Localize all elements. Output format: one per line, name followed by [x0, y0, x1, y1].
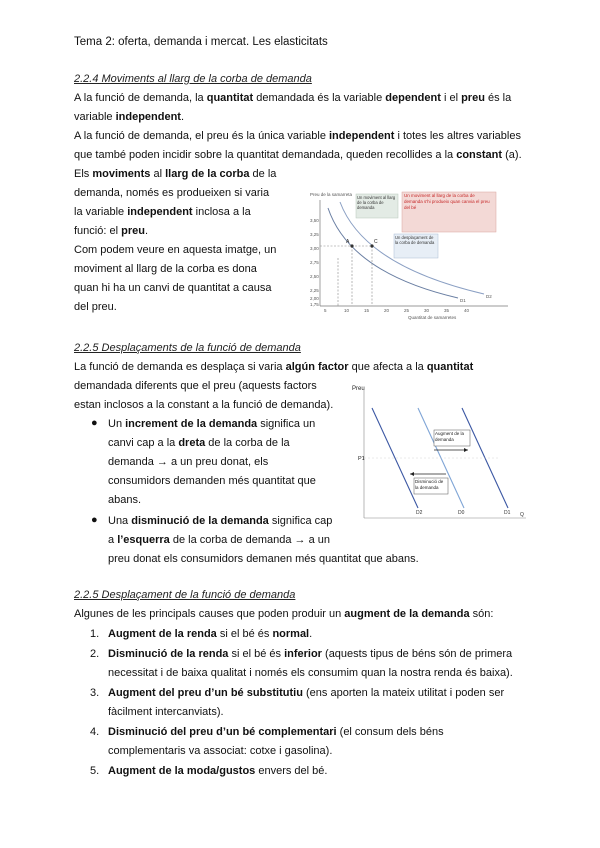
list-number: 4.	[90, 726, 100, 738]
demand-label-d1: D1	[504, 510, 511, 516]
fig1-xtick: 40	[464, 308, 470, 313]
bullet-line: preu donat els consumidors demanen més quantitat que abans.	[108, 553, 419, 565]
movement-along-curve-figure	[298, 188, 520, 322]
list-item-continuation: necessitat i de baixa qualitat i només els consumim quan la nostra renda és baixa).	[108, 667, 513, 679]
arrow-left-icon	[410, 472, 414, 476]
bullet-icon: ●	[91, 514, 98, 526]
paragraph-line: La funció de demanda es desplaça si varia algún factor que afecta a la quantitat	[74, 361, 474, 373]
paragraph-line: A la funció de demanda, la quantitat demandada és la variable dependent i el preu és la	[74, 92, 512, 104]
point-a	[350, 244, 353, 247]
annotation-shift-text: Un desplaçament de la corba de demanda	[395, 235, 435, 245]
fig2-xlabel: Q	[520, 512, 524, 518]
annotation-red-text: Un moviment al llarg de la corba de demanda s'hi produeix quan canvia el preu del bé	[404, 193, 490, 210]
paragraph-line: moviment al llarg de la corba es dona	[74, 263, 257, 275]
fig1-xtick: 10	[344, 308, 350, 313]
fig1-ytick: 2,00	[310, 296, 319, 301]
list-item-continuation: fàcilment intercanviats).	[108, 706, 224, 718]
paragraph-line: estan inclosos a la constant a la funció de demanda).	[74, 399, 334, 411]
list-number: 1.	[90, 628, 100, 640]
section-heading-2-2-5-b: 2.2.5 Desplaçament de la funció de demanda	[74, 589, 296, 601]
bullet-line: canvi cap a la dreta de la corba de la	[108, 437, 290, 449]
demand-line-d0	[372, 408, 418, 508]
bullet-line: Un increment de la demanda significa un	[108, 418, 316, 430]
paragraph-line: funció: el preu.	[74, 225, 148, 237]
annotation-movement-text: Un moviment al llarg de la corba de demanda	[357, 195, 396, 210]
fig1-ytick: 1,75	[310, 302, 319, 307]
point-c-label: C	[374, 239, 378, 245]
bullet-line: a l’esquerra de la corba de demanda → a un	[108, 534, 331, 546]
annotation-decrease-text: Disminució de la demanda	[415, 479, 444, 490]
list-item-continuation: complementaris va associat: cotxe i gasolina).	[108, 745, 333, 757]
bullet-line: abans.	[108, 494, 142, 506]
demand-shift-figure	[350, 380, 530, 522]
paragraph-line: la variable independent inclosa a la	[74, 206, 251, 218]
list-item: Augment del preu d’un bé substitutiu (ens aporten la mateix utilitat i poden ser	[108, 687, 505, 699]
fig1-ytick: 3,50	[310, 218, 319, 223]
bullet-line: demanda → a un preu donat, els	[108, 456, 269, 468]
list-number: 5.	[90, 765, 100, 777]
list-item: Augment de la moda/gustos envers del bé.	[108, 765, 328, 777]
bullet-line: consumidors demanden més quantitat que	[108, 475, 316, 487]
bullet-line: Una disminució de la demanda significa cap	[108, 515, 333, 527]
paragraph-line: Els moviments al llarg de la corba de la	[74, 168, 277, 180]
paragraph-line: demandada diferents que el preu (aquests factors	[74, 380, 317, 392]
paragraph-line: del preu.	[74, 301, 117, 313]
fig2-p1-label: P1	[358, 456, 365, 462]
fig1-xtick: 5	[324, 308, 327, 313]
demand-label-d0: D0	[458, 510, 465, 516]
fig1-xtick: 30	[424, 308, 430, 313]
paragraph-line: Com podem veure en aquesta imatge, un	[74, 244, 277, 256]
section-heading-2-2-5: 2.2.5 Desplaçaments de la funció de demanda	[74, 342, 301, 354]
demand-label-d2-left: D2	[416, 510, 423, 516]
fig1-xtick: 25	[404, 308, 410, 313]
fig1-xtick: 15	[364, 308, 370, 313]
list-item: Disminució del preu d’un bé complementari (el consum dels béns	[108, 726, 444, 738]
paragraph-line: variable independent.	[74, 111, 185, 123]
curve-label-d1: D1	[460, 298, 466, 303]
point-a-label: A	[346, 239, 350, 245]
paragraph-line: que també poden incidir sobre la quantitat demandada, queden recollides a la constant (a).	[74, 149, 522, 161]
list-number: 2.	[90, 648, 100, 660]
curve-label-d2: D2	[486, 294, 492, 299]
bullet-icon: ●	[91, 417, 98, 429]
fig1-ytick: 3,00	[310, 246, 319, 251]
fig1-ylabel: Preu de la samarreta	[310, 192, 353, 197]
fig1-xlabel: Quantitat de samarretes	[408, 315, 457, 320]
page-title: Tema 2: oferta, demanda i mercat. Les elasticitats	[74, 36, 328, 48]
paragraph-line: Algunes de les principals causes que poden produir un augment de la demanda són:	[74, 608, 494, 620]
arrow-right-icon	[464, 448, 468, 452]
paragraph-line: quan hi ha un canvi de quantitat a causa	[74, 282, 272, 294]
annotation-increase-text: Augment de la demanda	[435, 431, 465, 442]
section-heading-2-2-4: 2.2.4 Moviments al llarg de la corba de demanda	[74, 73, 312, 85]
list-number: 3.	[90, 687, 100, 699]
fig1-ytick: 2,75	[310, 260, 319, 265]
fig1-ytick: 2,50	[310, 274, 319, 279]
list-item: Disminució de la renda si el bé és inferior (aquests tipus de béns són de primera	[108, 648, 513, 660]
paragraph-line: demanda, només es produeixen si varia	[74, 187, 270, 199]
fig2-ylabel: Preu	[352, 386, 365, 392]
fig1-ytick: 2,25	[310, 288, 319, 293]
paragraph-line: A la funció de demanda, el preu és la única variable independent i totes les altres variables	[74, 130, 521, 142]
list-item: Augment de la renda si el bé és normal.	[108, 628, 313, 640]
fig1-ytick: 3,25	[310, 232, 319, 237]
fig1-xtick: 35	[444, 308, 450, 313]
fig1-xtick: 20	[384, 308, 390, 313]
